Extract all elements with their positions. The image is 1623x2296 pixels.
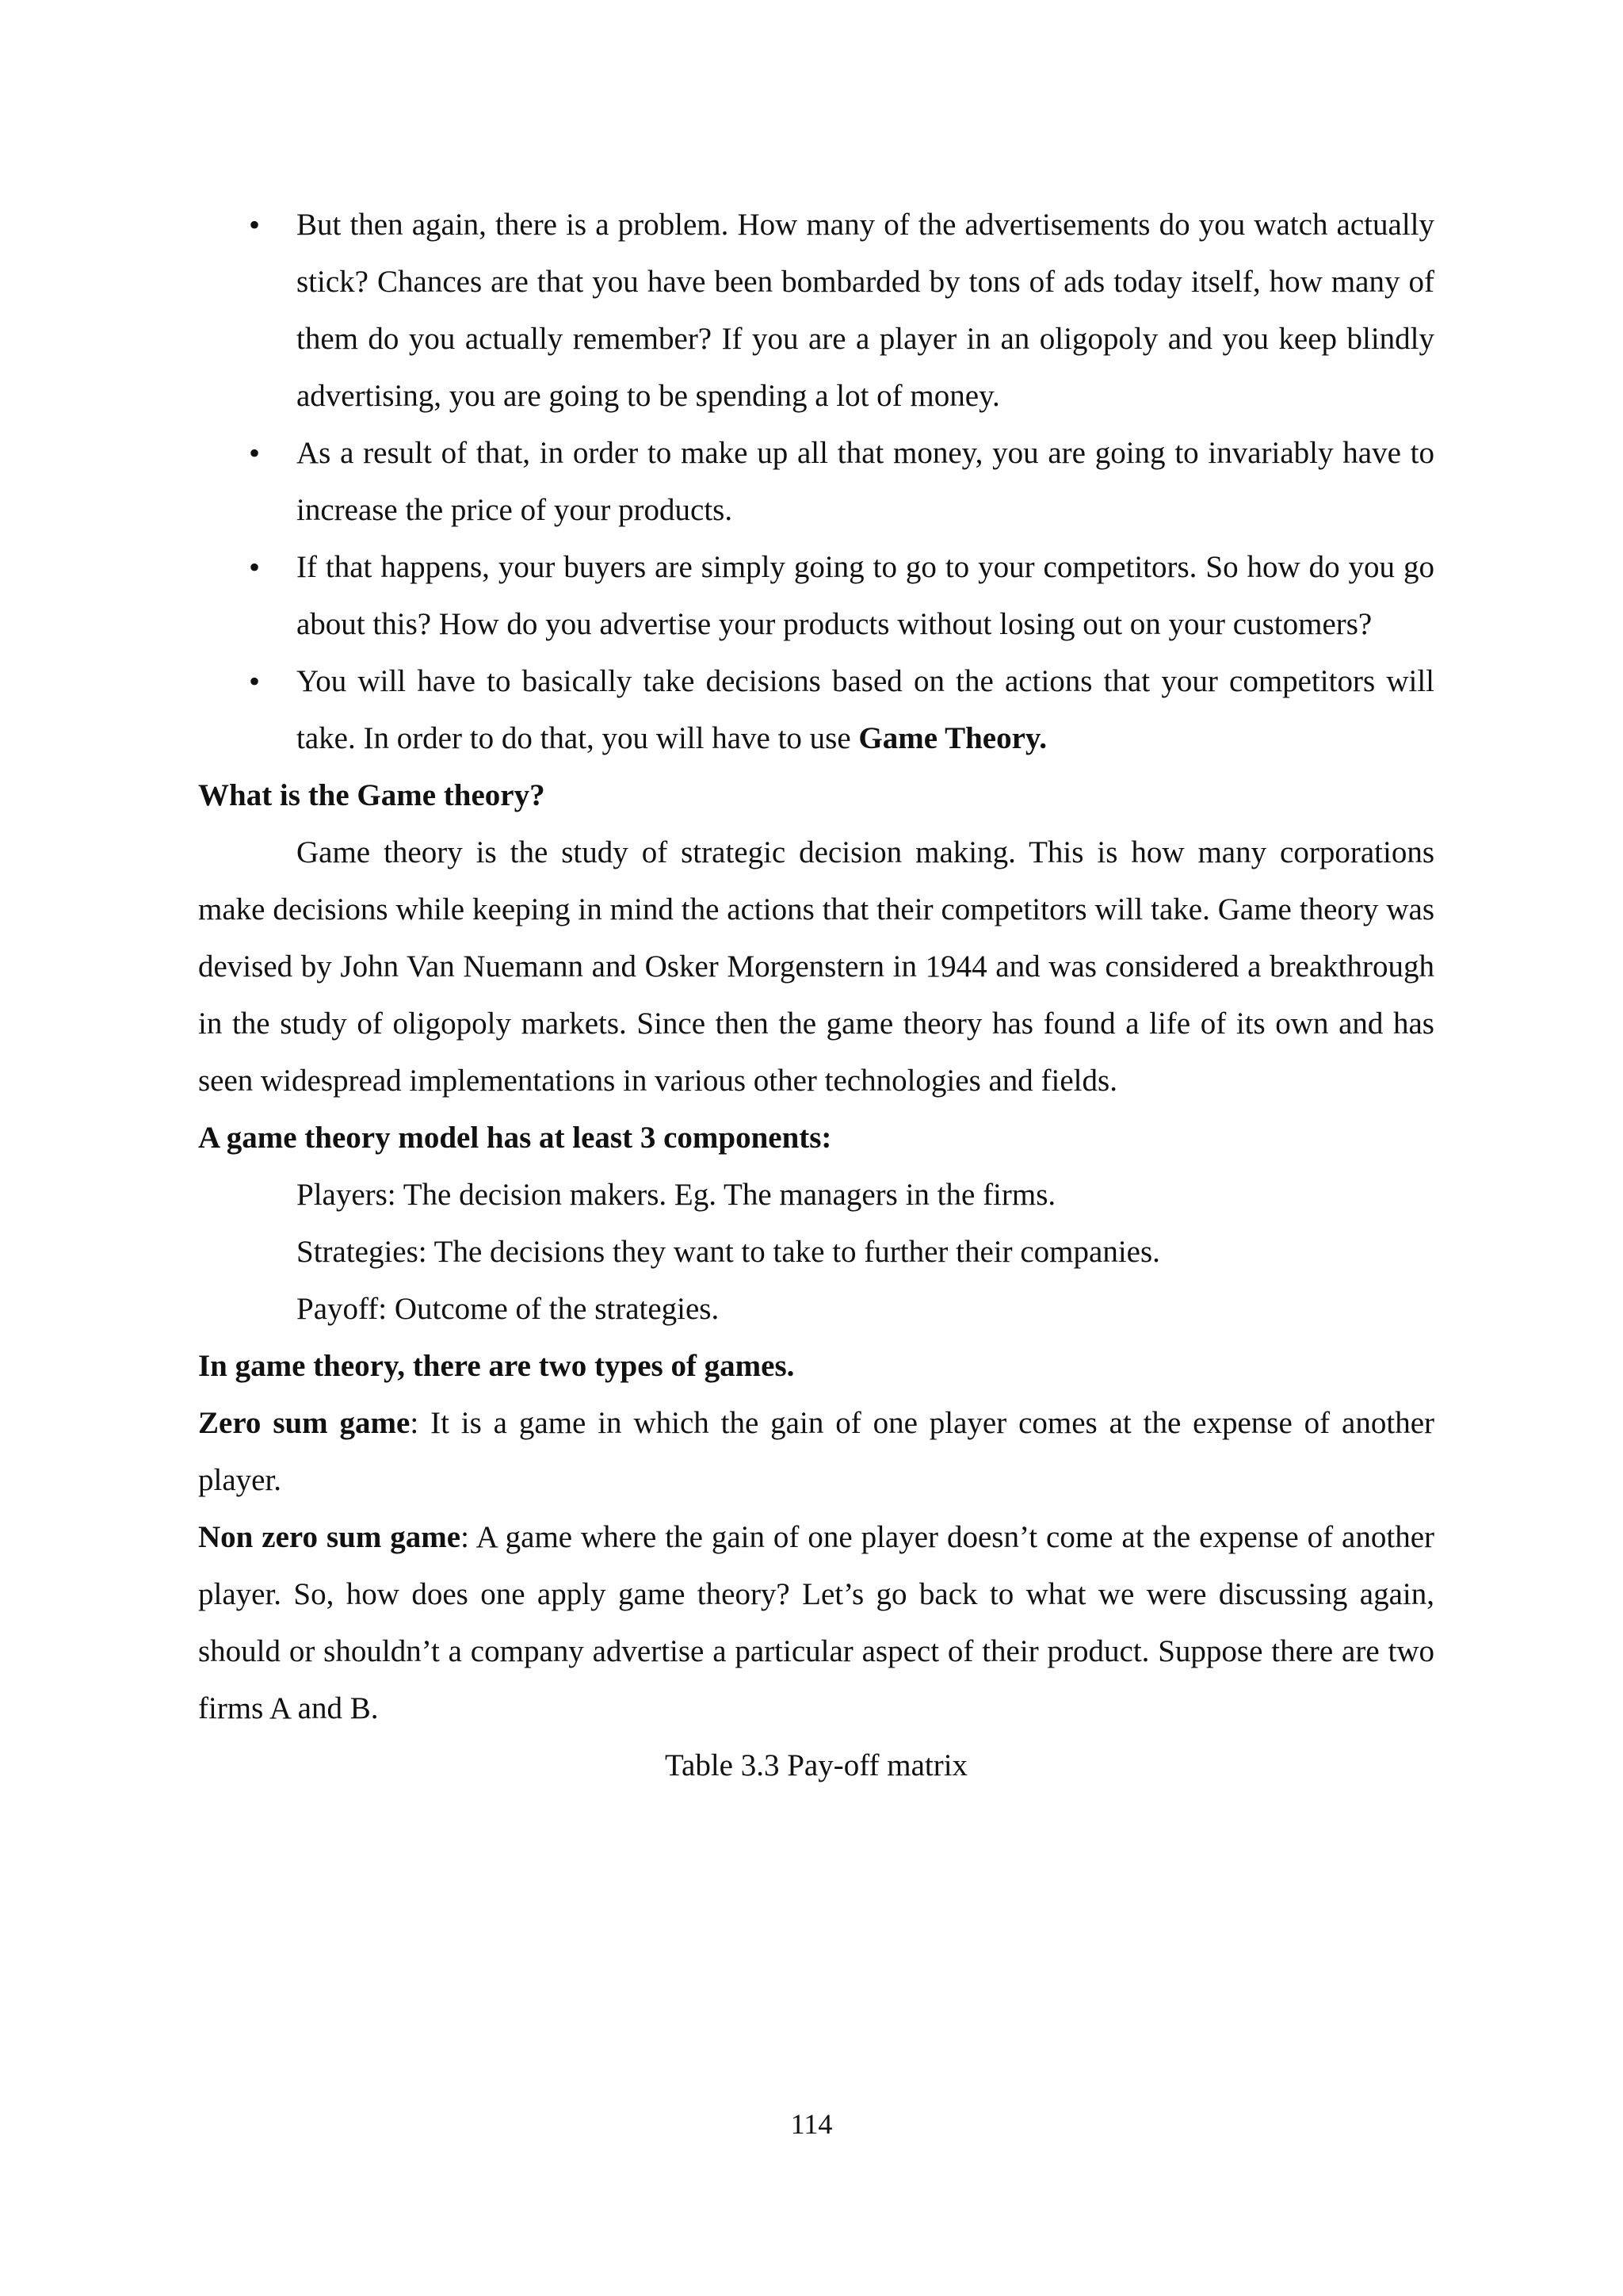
- bullet-item: [198, 653, 1434, 767]
- term-zero-sum: Zero sum game: [198, 1406, 411, 1440]
- text-zero-sum: : It is a game in which the gain of one player comes at the expense of another player.: [198, 1406, 1434, 1497]
- heading-components: A game theory model has at least 3 components:: [198, 1121, 832, 1155]
- component-players: Players: The decision makers. Eg. The managers in the firms.: [296, 1178, 1056, 1212]
- bullet-list: [198, 197, 1434, 767]
- text-non-zero-sum: : A game where the gain of one player doesn’t come at the expense of another player. So, how does one apply game theory? Let’s go back to what we were discussing again, should or shouldn’t a company advertise a particular aspect of their product. Suppose there are two firms A and B.: [198, 1520, 1434, 1725]
- bullet-icon: •: [249, 435, 261, 471]
- bullet-item: [198, 197, 1434, 425]
- table-caption: Table 3.3 Pay-off matrix: [664, 1748, 968, 1782]
- paragraph-non-zero-sum: [198, 1509, 1434, 1737]
- page-content: [198, 197, 1434, 1794]
- bullet-bold-term: Game Theory.: [858, 721, 1048, 755]
- heading-what-is-game-theory: What is the Game theory?: [198, 778, 545, 812]
- paragraph-zero-sum: [198, 1395, 1434, 1509]
- component-payoff: Payoff: Outcome of the strategies.: [296, 1292, 720, 1326]
- term-non-zero-sum: Non zero sum game: [198, 1520, 461, 1554]
- bullet-text: If that happens, your buyers are simply going to go to your competitors. So how do you go about this? How do you advertise your products without losing out on your customers?: [296, 550, 1434, 641]
- bullet-text: As a result of that, in order to make up all that money, you are going to invariably have to increase the price of your products.: [296, 436, 1434, 527]
- heading-types-of-games: In game theory, there are two types of games.: [198, 1349, 795, 1383]
- page-number: 114: [790, 2108, 833, 2140]
- component-strategies: Strategies: The decisions they want to take to further their companies.: [296, 1235, 1160, 1269]
- bullet-text: You will have to basically take decisions based on the actions that your competitors will take. In order to do that, you will have to use: [296, 664, 1434, 755]
- bullet-icon: •: [249, 207, 261, 243]
- bullet-icon: •: [249, 549, 261, 585]
- paragraph-game-theory: Game theory is the study of strategic decision making. This is how many corporations make decisions while keeping in mind the actions that their competitors will take. Game theory was devised by John Van Nuemann and Osker Morgenstern in 1944 and was considered a breakthrough in the study of oligopoly markets. Since then the game theory has found a life of its own and has seen widespread implementations in various other technologies and fields.: [198, 835, 1434, 1098]
- bullet-text: But then again, there is a problem. How many of the advertisements do you watch actually stick? Chances are that you have been bombarded by tons of ads today itself, how many of them do you actually remember? If you are a player in an oligopoly and you keep blindly advertising, you are going to be spending a lot of money.: [296, 208, 1434, 413]
- bullet-item: [198, 425, 1434, 539]
- bullet-icon: •: [249, 663, 261, 699]
- bullet-item: [198, 539, 1434, 653]
